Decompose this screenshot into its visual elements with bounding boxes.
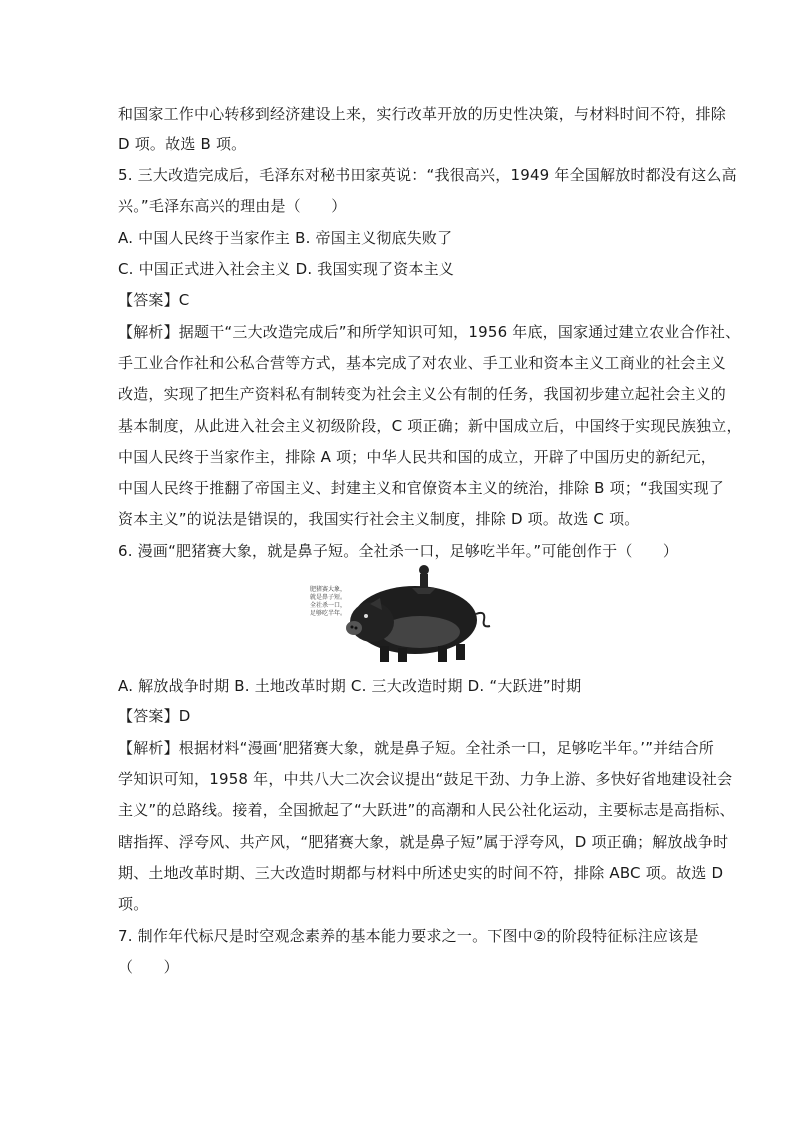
question-6-analysis-1: 【解析】根据材料“漫画‘肥猪赛大象，就是鼻子短。全社杀一口，足够吃半年。’”并结合所 [118,739,714,757]
question-6-stem: 6. 漫画“肥猪赛大象，就是鼻子短。全社杀一口，足够吃半年。”可能创作于（ ） [118,542,679,560]
question-6-analysis-4: 瞎指挥、浮夸风、共产风，“肥猪赛大象，就是鼻子短”属于浮夸风，D 项正确；解放战争时 [118,833,729,851]
question-5-analysis-1: 【解析】据题干“三大改造完成后”和所学知识可知，1956 年底，国家通过建立农业合作社、 [118,323,741,341]
question-5-options-ab: A. 中国人民终于当家作主 B. 帝国主义彻底失败了 [118,229,453,247]
question-5-analysis-2: 手工业合作社和公私合营等方式，基本完成了对农业、手工业和资本主义工商业的社会主义 [118,354,727,372]
question-5-analysis-7: 资本主义”的说法是错误的，我国实行社会主义制度，排除 D 项。故选 C 项。 [118,510,640,528]
cartoon-caption: 肥猪赛大象，就是鼻子短。全社杀一口，足够吃半年。 [310,586,347,617]
question-5-stem: 5. 三大改造完成后，毛泽东对秘书田家英说：“我很高兴，1949 年全国解放时都没有这么高 [118,166,737,184]
text-line-2: D 项。故选 B 项。 [118,135,247,153]
question-5-analysis-6: 中国人民终于推翻了帝国主义、封建主义和官僚资本主义的统治，排除 B 项；“我国实现了 [118,479,725,497]
question-5-analysis-4: 基本制度，从此进入社会主义初级阶段，C 项正确；新中国成立后，中国终于实现民族独立， [118,417,742,435]
text-line-1: 和国家工作中心转移到经济建设上来，实行改革开放的历史性决策，与材料时间不符，排除 [118,105,727,123]
question-6-analysis-2: 学知识可知，1958 年，中共八大二次会议提出“鼓足干劲、力争上游、多快好省地建设社会 [118,770,733,788]
question-6-analysis-5: 期、土地改革时期、三大改造时期都与材料中所述史实的时间不符，排除 ABC 项。故选 D [118,864,724,882]
question-7-stem: 7. 制作年代标尺是时空观念素养的基本能力要求之一。下图中②的阶段特征标注应该是 [118,927,699,945]
question-5-stem-cont: 兴。”毛泽东高兴的理由是（ ） [118,197,347,215]
question-7-stem-cont: （ ） [118,958,179,976]
question-6-analysis-3: 主义”的总路线。接着，全国掀起了“大跃进”的高潮和人民公社化运动，主要标志是高指标、 [118,801,735,819]
question-5-options-cd: C. 中国正式进入社会主义 D. 我国实现了资本主义 [118,260,455,278]
question-6-options: A. 解放战争时期 B. 土地改革时期 C. 三大改造时期 D. “大跃进”时期 [118,677,582,695]
question-5-analysis-5: 中国人民终于当家作主，排除 A 项；中华人民共和国的成立，开辟了中国历史的新纪元， [118,448,717,466]
question-6-analysis-6: 项。 [118,895,149,913]
question-5-analysis-3: 改造，实现了把生产资料私有制转变为社会主义公有制的任务，我国初步建立起社会主义的 [118,385,727,403]
question-5-answer: 【答案】C [118,291,190,309]
question-6-answer: 【答案】D [118,707,191,725]
